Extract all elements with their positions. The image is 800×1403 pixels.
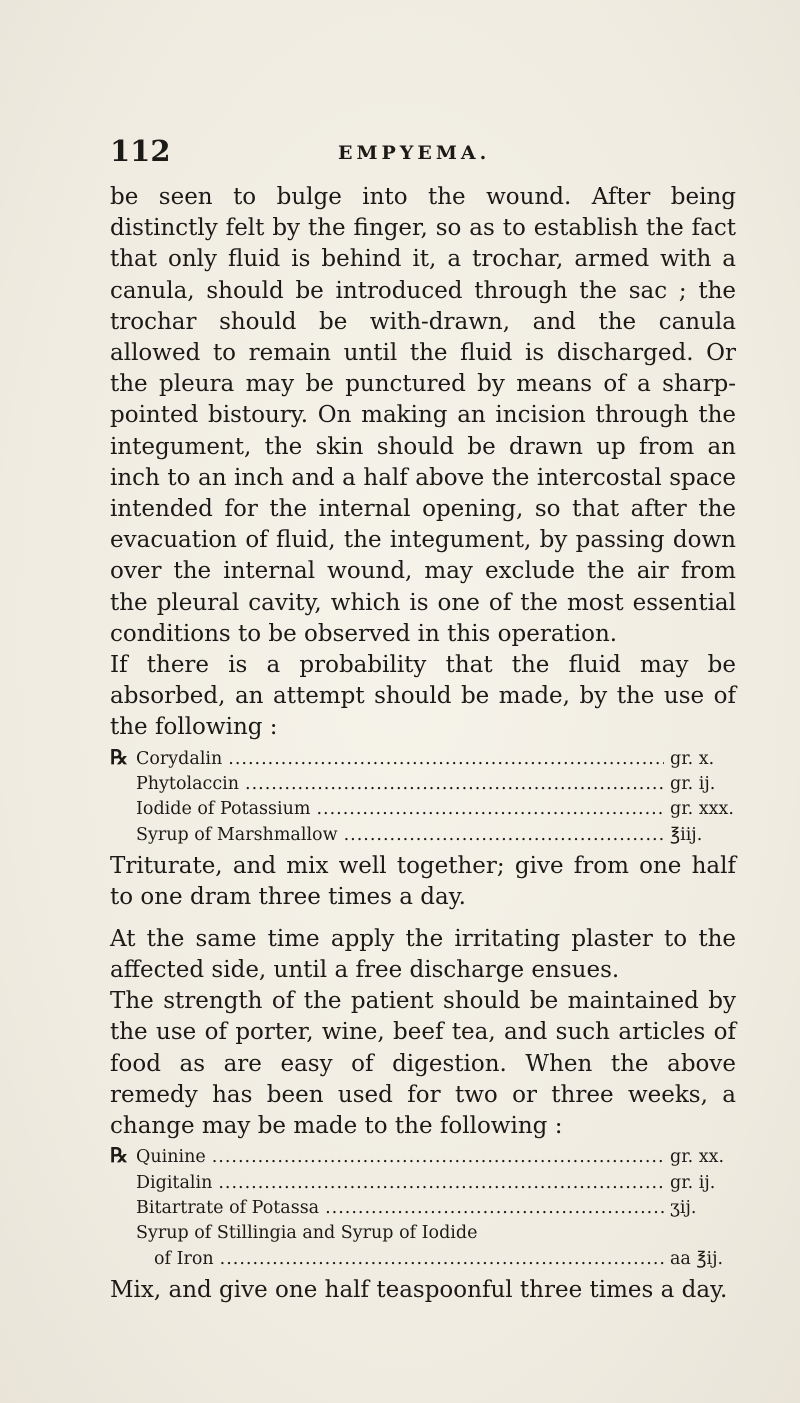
page-number: 112 <box>110 134 171 168</box>
ingredient-dose: ʒij. <box>670 1197 697 1218</box>
leader-dots <box>316 798 664 821</box>
body-text <box>110 182 736 1306</box>
ingredient-name: of Iron <box>154 1248 214 1269</box>
prescription-line <box>110 1220 736 1245</box>
paragraph: The strength of the patient should be maintained by the use of porter, wine, beef tea, and such articles of food as are easy of digestion. When the above remedy has been used for two or three weeks, a change may be made to the following : <box>110 988 736 1139</box>
prescription-line <box>110 796 736 821</box>
ingredient-name: Corydalin <box>136 748 223 769</box>
prescription-line <box>110 1144 736 1169</box>
prescription-line <box>110 1170 736 1195</box>
ingredient-dose: ℥iij. <box>670 824 703 845</box>
ingredient-dose: gr. xxx. <box>670 799 734 820</box>
ingredient-dose: gr. ij. <box>670 1172 716 1193</box>
leader-dots <box>220 1248 664 1271</box>
ingredient-dose: gr. x. <box>670 748 715 769</box>
paragraph: Mix, and give one half teaspoonful three times a day. <box>110 1277 728 1304</box>
prescription-line <box>110 771 736 796</box>
paragraph: If there is a probability that the fluid may be absorbed, an attempt should be made, by the use of the following : <box>110 652 736 741</box>
paragraph: At the same time apply the irritating plaster to the affected side, until a free discharge ensues. <box>110 925 736 983</box>
prescription-line <box>110 822 736 847</box>
prescription-1 <box>110 746 736 848</box>
prescription-2 <box>110 1144 736 1271</box>
leader-dots <box>325 1197 664 1220</box>
leader-dots <box>218 1172 664 1195</box>
prescription-line <box>110 746 736 771</box>
ingredient-name: Quinine <box>136 1147 206 1168</box>
ingredient-name: Syrup of Marshmallow <box>136 824 338 845</box>
ingredient-name: Iodide of Potassium <box>136 799 311 820</box>
chapter-title: EMPYEMA. <box>338 142 491 164</box>
ingredient-name: Bitartrate of Potassa <box>136 1197 320 1218</box>
ingredient-dose: gr. xx. <box>670 1147 725 1168</box>
ingredient-name: Digitalin <box>136 1172 213 1193</box>
ingredient-dose: aa ℥ij. <box>670 1248 724 1269</box>
prescription-line <box>110 1195 736 1220</box>
leader-dots <box>245 773 664 796</box>
paragraph: be seen to bulge into the wound. After being distinctly felt by the finger, so as to establish the fact that only fluid is behind it, a trochar, armed with a canula, should be introduced through the sac ; the trochar should be with-drawn, and the canula allowed to remain until the fluid is discharged. Or the pleura may be punctured by means of a sharp-pointed bistoury. On making an incision through the integument, the skin should be drawn up from an inch to an inch and a half above the intercostal space intended for the internal opening, so that after the evacuation of fluid, the integument, by passing down over the internal wound, may exclude the air from the pleural cavity, which is one of the most essential conditions to be observed in this operation. <box>110 184 736 647</box>
paragraph: Triturate, and mix well together; give from one half to one dram three times a day. <box>110 853 736 911</box>
leader-dots <box>212 1146 664 1169</box>
running-head <box>110 134 720 174</box>
leader-dots <box>228 748 664 771</box>
ingredient-dose: gr. ij. <box>670 774 716 795</box>
ingredient-name: Phytolaccin <box>136 774 240 795</box>
recipe-symbol: ℞ <box>110 744 128 769</box>
ingredient-name: Syrup of Stillingia and Syrup of Iodide <box>136 1223 478 1244</box>
leader-dots <box>344 824 664 847</box>
prescription-line <box>110 1246 736 1271</box>
recipe-symbol: ℞ <box>110 1143 128 1168</box>
